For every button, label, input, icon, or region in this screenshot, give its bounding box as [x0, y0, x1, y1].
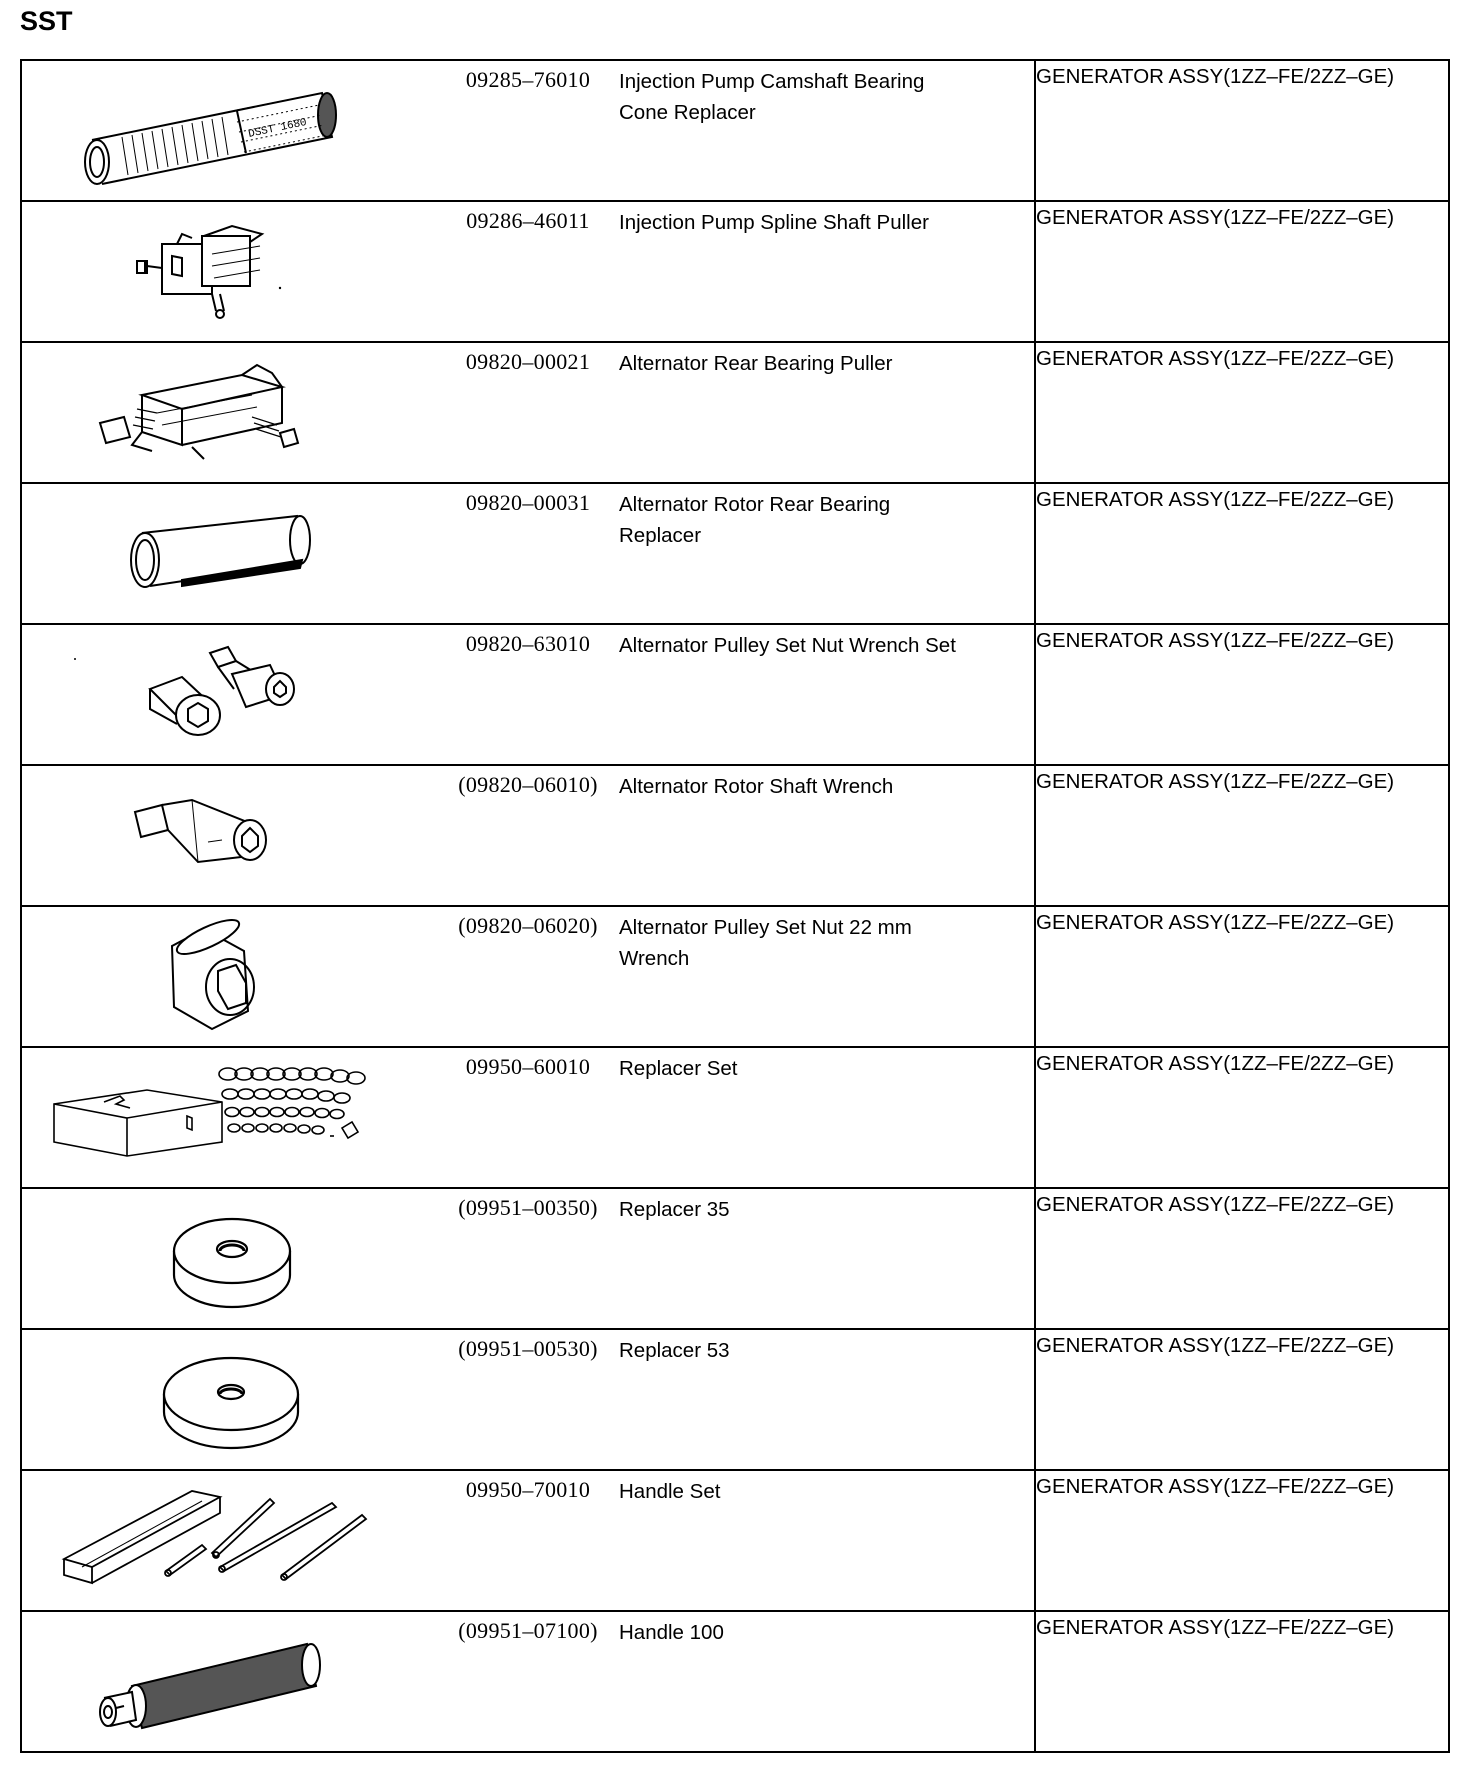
replacer-disc-large-icon — [32, 1334, 412, 1464]
tool-name: Replacer 35 — [619, 1198, 730, 1221]
table-row — [21, 624, 1449, 765]
part-number: (09951–07100) — [458, 1618, 598, 1643]
tool-note-cell — [1035, 1047, 1449, 1188]
tool-note: GENERATOR ASSY(1ZZ–FE/2ZZ–GE) — [1036, 1334, 1395, 1357]
tool-note-cell — [1035, 765, 1449, 906]
table-row — [21, 1611, 1449, 1752]
part-number: (09820–06020) — [458, 913, 598, 938]
part-number: 09950–60010 — [465, 1054, 591, 1079]
pulley-nut-wrench-set-icon — [32, 629, 412, 759]
tool-note: GENERATOR ASSY(1ZZ–FE/2ZZ–GE) — [1036, 65, 1395, 88]
tool-note: GENERATOR ASSY(1ZZ–FE/2ZZ–GE) — [1036, 1193, 1395, 1216]
tool-name: Alternator Pulley Set Nut Wrench Set — [619, 634, 956, 657]
table-row — [21, 1047, 1449, 1188]
tool-cell — [21, 1329, 1035, 1470]
part-number: 09285–76010 — [465, 67, 591, 92]
table-row — [21, 1470, 1449, 1611]
replacer-set-case-icon — [32, 1052, 412, 1182]
tool-note-cell — [1035, 1611, 1449, 1752]
tool-cell — [21, 1188, 1035, 1329]
table-row — [21, 483, 1449, 624]
table-row — [21, 906, 1449, 1047]
tool-cell — [21, 201, 1035, 342]
tool-cell — [21, 1470, 1035, 1611]
tool-name: Replacer 53 — [619, 1339, 730, 1362]
tool-cell — [21, 483, 1035, 624]
tool-note-cell — [1035, 906, 1449, 1047]
part-number: 09820–00021 — [465, 349, 591, 374]
tool-note: GENERATOR ASSY(1ZZ–FE/2ZZ–GE) — [1036, 1052, 1395, 1075]
tool-note-cell — [1035, 342, 1449, 483]
part-number: (09820–06010) — [458, 772, 598, 797]
tool-cell — [21, 906, 1035, 1047]
handle-icon — [32, 1616, 412, 1746]
tool-stamp: DSST 1680 — [247, 116, 308, 141]
tool-name: Alternator Rear Bearing Puller — [619, 352, 893, 375]
tool-note-cell — [1035, 1188, 1449, 1329]
tool-name: Replacer Set — [619, 1057, 738, 1080]
tool-note-cell — [1035, 201, 1449, 342]
tool-note: GENERATOR ASSY(1ZZ–FE/2ZZ–GE) — [1036, 347, 1395, 370]
part-number: (09951–00530) — [458, 1336, 598, 1361]
tool-note: GENERATOR ASSY(1ZZ–FE/2ZZ–GE) — [1036, 206, 1395, 229]
tool-note: GENERATOR ASSY(1ZZ–FE/2ZZ–GE) — [1036, 488, 1395, 511]
tool-note-cell — [1035, 1470, 1449, 1611]
camshaft-bearing-cone-replacer-icon — [32, 65, 412, 195]
tool-cell — [21, 1611, 1035, 1752]
tool-note: GENERATOR ASSY(1ZZ–FE/2ZZ–GE) — [1036, 1475, 1395, 1498]
page-title: SST — [20, 6, 73, 36]
tool-name: Injection Pump Spline Shaft Puller — [619, 211, 929, 234]
rotor-shaft-wrench-icon — [32, 770, 412, 900]
tool-note: GENERATOR ASSY(1ZZ–FE/2ZZ–GE) — [1036, 629, 1395, 652]
spline-shaft-puller-icon — [32, 206, 412, 336]
table-row — [21, 342, 1449, 483]
tool-cell — [21, 624, 1035, 765]
table-row — [21, 1188, 1449, 1329]
tool-note-cell — [1035, 60, 1449, 201]
part-number: (09951–00350) — [458, 1195, 598, 1220]
tool-cell — [21, 60, 1035, 201]
tool-name: Handle 100 — [619, 1621, 724, 1644]
tool-note-cell — [1035, 483, 1449, 624]
rear-bearing-puller-icon — [32, 347, 412, 477]
tool-name: Injection Pump Camshaft Bearing Cone Replacer — [619, 70, 925, 124]
handle-set-icon — [32, 1475, 412, 1605]
pulley-nut-socket-icon — [32, 911, 412, 1041]
replacer-disc-icon — [32, 1193, 412, 1323]
tool-note: GENERATOR ASSY(1ZZ–FE/2ZZ–GE) — [1036, 1616, 1395, 1639]
part-number: 09820–63010 — [465, 631, 591, 656]
tool-cell — [21, 1047, 1035, 1188]
tool-cell — [21, 342, 1035, 483]
part-number: 09286–46011 — [466, 208, 590, 233]
sst-table — [20, 59, 1450, 1753]
tool-name: Alternator Rotor Rear Bearing Replacer — [619, 493, 891, 547]
tool-name: Handle Set — [619, 1480, 721, 1503]
tool-note: GENERATOR ASSY(1ZZ–FE/2ZZ–GE) — [1036, 911, 1395, 934]
tool-note-cell — [1035, 1329, 1449, 1470]
part-number: 09950–70010 — [465, 1477, 591, 1502]
tool-note: GENERATOR ASSY(1ZZ–FE/2ZZ–GE) — [1036, 770, 1395, 793]
tool-note-cell — [1035, 624, 1449, 765]
table-row — [21, 765, 1449, 906]
table-row — [21, 201, 1449, 342]
part-number: 09820–00031 — [465, 490, 591, 515]
tool-name: Alternator Rotor Shaft Wrench — [619, 775, 894, 798]
rear-bearing-replacer-icon — [32, 488, 412, 618]
tool-cell — [21, 765, 1035, 906]
table-row — [21, 1329, 1449, 1470]
tool-name: Alternator Pulley Set Nut 22 mm Wrench — [619, 916, 912, 970]
table-row — [21, 60, 1449, 201]
